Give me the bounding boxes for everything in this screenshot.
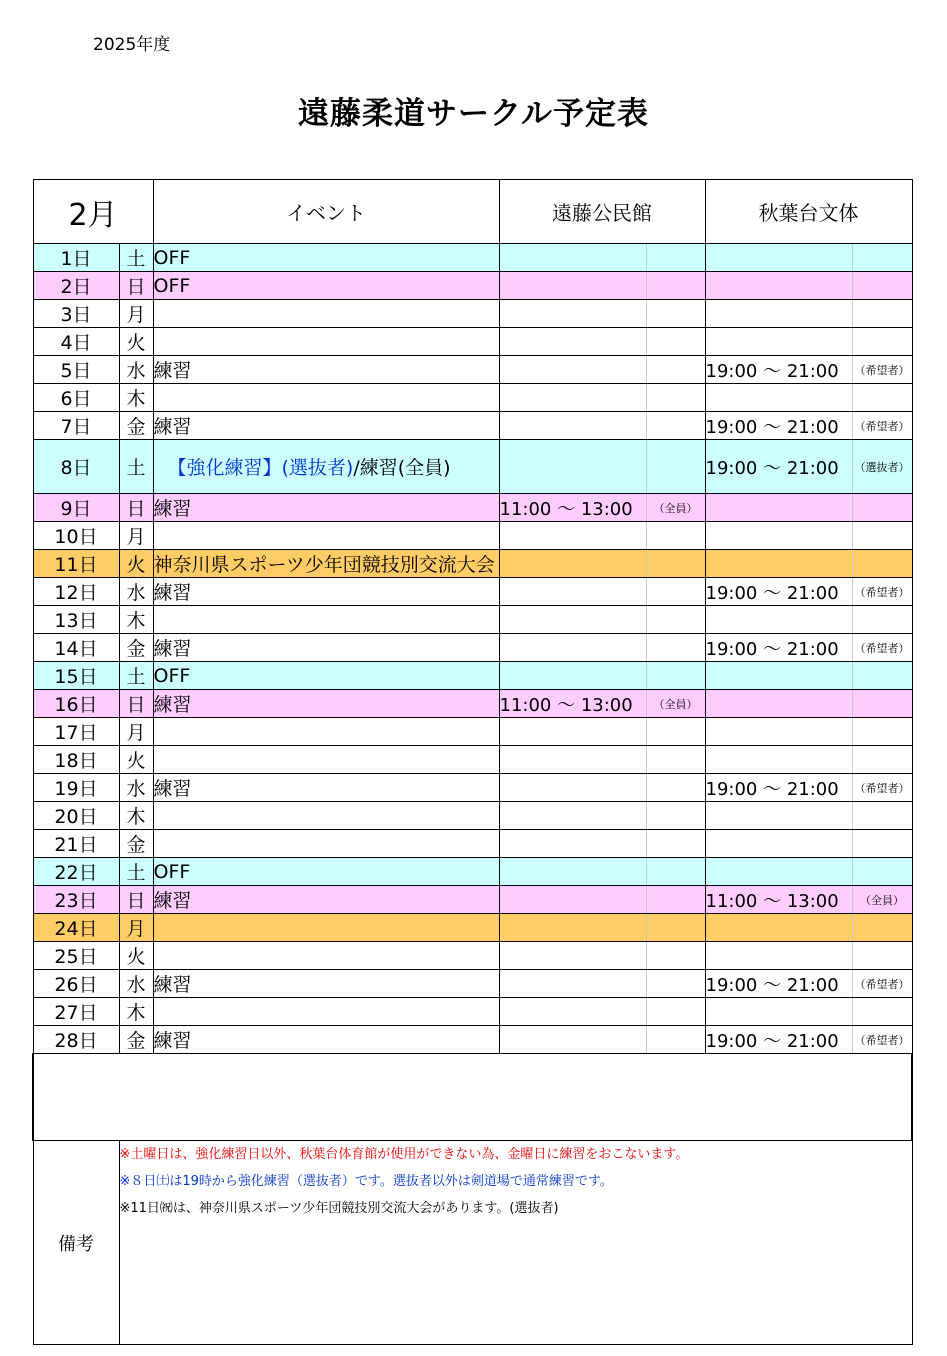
table-row — [33, 606, 912, 634]
venue2-time: 19:00 〜 21:00 — [705, 634, 852, 662]
venue1-time — [499, 998, 646, 1026]
event-cell — [153, 384, 499, 412]
day-cell: 2日 — [33, 272, 119, 300]
table-row — [33, 356, 912, 384]
venue1-note — [646, 970, 705, 998]
venue1-time — [499, 858, 646, 886]
event-cell: 練習 — [153, 634, 499, 662]
venue1-time: 11:00 〜 13:00 — [499, 494, 646, 522]
venue2-time — [705, 606, 852, 634]
day-cell: 13日 — [33, 606, 119, 634]
day-cell: 8日 — [33, 440, 119, 494]
event-cell — [153, 328, 499, 356]
venue1-time: 11:00 〜 13:00 — [499, 690, 646, 718]
event-cell: OFF — [153, 662, 499, 690]
venue1-note — [646, 802, 705, 830]
venue2-note — [852, 830, 912, 858]
weekday-cell: 土 — [119, 662, 153, 690]
table-row — [33, 830, 912, 858]
weekday-cell: 水 — [119, 578, 153, 606]
venue2-time: 19:00 〜 21:00 — [705, 1026, 852, 1054]
event-highlight: 【強化練習】(選抜者) — [167, 457, 354, 479]
table-row — [33, 774, 912, 802]
day-cell: 4日 — [33, 328, 119, 356]
day-cell: 9日 — [33, 494, 119, 522]
event-cell: 練習 — [153, 774, 499, 802]
venue1-time — [499, 384, 646, 412]
table-row — [33, 578, 912, 606]
venue2-time: 19:00 〜 21:00 — [705, 578, 852, 606]
notes-row — [33, 1141, 912, 1345]
note-line-1: ※土曜日は、強化練習日以外、秋葉台体育館が使用ができない為、金曜日に練習をおこないます。 — [119, 1147, 689, 1162]
venue2-time — [705, 690, 852, 718]
day-cell: 6日 — [33, 384, 119, 412]
page-title: 遠藤柔道サークル予定表 — [297, 96, 650, 132]
venue1-note — [646, 914, 705, 942]
venue1-time — [499, 356, 646, 384]
venue1-time — [499, 440, 646, 494]
weekday-cell: 水 — [119, 774, 153, 802]
table-row — [33, 662, 912, 690]
venue2-note: （希望者） — [852, 774, 912, 802]
day-cell: 23日 — [33, 886, 119, 914]
venue2-time — [705, 746, 852, 774]
table-header-row — [33, 180, 912, 244]
venue2-time — [705, 858, 852, 886]
day-cell: 22日 — [33, 858, 119, 886]
day-cell: 5日 — [33, 356, 119, 384]
weekday-cell: 日 — [119, 494, 153, 522]
venue2-time — [705, 802, 852, 830]
venue2-note: （希望者） — [852, 356, 912, 384]
weekday-cell: 水 — [119, 970, 153, 998]
day-cell: 25日 — [33, 942, 119, 970]
venue2-note: （希望者） — [852, 970, 912, 998]
table-row — [33, 522, 912, 550]
weekday-cell: 金 — [119, 634, 153, 662]
table-row — [33, 886, 912, 914]
table-row — [33, 1026, 912, 1054]
table-row — [33, 914, 912, 942]
day-cell: 26日 — [33, 970, 119, 998]
venue2-note — [852, 690, 912, 718]
venue2-note: （選抜者） — [852, 440, 912, 494]
venue1-note — [646, 886, 705, 914]
venue2-note: （希望者） — [852, 578, 912, 606]
weekday-cell: 土 — [119, 244, 153, 272]
weekday-cell: 日 — [119, 272, 153, 300]
event-cell: OFF — [153, 272, 499, 300]
table-row — [33, 634, 912, 662]
table-row — [33, 244, 912, 272]
venue2-time — [705, 494, 852, 522]
day-cell: 14日 — [33, 634, 119, 662]
venue2-note: （希望者） — [852, 412, 912, 440]
weekday-cell: 木 — [119, 998, 153, 1026]
venue2-note — [852, 328, 912, 356]
day-cell: 24日 — [33, 914, 119, 942]
venue2-time — [705, 942, 852, 970]
venue2-time — [705, 718, 852, 746]
venue2-note — [852, 244, 912, 272]
venue2-time — [705, 914, 852, 942]
note-line-2: ※８日㈯は19時から強化練習（選抜者）です。選抜者以外は剣道場で通常練習です。 — [119, 1174, 613, 1189]
venue2-note — [852, 914, 912, 942]
event-cell — [153, 522, 499, 550]
event-cell — [153, 300, 499, 328]
venue1-note — [646, 356, 705, 384]
venue2-time — [705, 662, 852, 690]
venue1-note — [646, 300, 705, 328]
weekday-cell: 水 — [119, 356, 153, 384]
day-cell: 7日 — [33, 412, 119, 440]
venue1-time — [499, 578, 646, 606]
weekday-cell: 火 — [119, 328, 153, 356]
event-cell — [153, 440, 499, 494]
venue2-note — [852, 494, 912, 522]
table-row — [33, 942, 912, 970]
weekday-cell: 月 — [119, 300, 153, 328]
day-cell: 3日 — [33, 300, 119, 328]
table-row — [33, 998, 912, 1026]
venue1-note — [646, 606, 705, 634]
venue2-note — [852, 550, 912, 578]
weekday-cell: 月 — [119, 914, 153, 942]
venue2-note: （全員） — [852, 886, 912, 914]
venue1-column-header: 遠藤公民館 — [499, 180, 705, 244]
table-row — [33, 858, 912, 886]
venue1-time — [499, 244, 646, 272]
day-cell: 1日 — [33, 244, 119, 272]
note-line-3: ※11日㈷は、神奈川県スポーツ少年団競技別交流大会があります。(選抜者) — [119, 1201, 559, 1216]
table-row — [33, 440, 912, 494]
venue1-time — [499, 634, 646, 662]
fiscal-year: 2025年度 — [93, 35, 171, 55]
venue1-time — [499, 886, 646, 914]
weekday-cell: 木 — [119, 802, 153, 830]
table-row — [33, 802, 912, 830]
venue1-time — [499, 412, 646, 440]
notes-body — [119, 1141, 912, 1345]
venue2-time: 19:00 〜 21:00 — [705, 970, 852, 998]
table-row — [33, 746, 912, 774]
weekday-cell: 月 — [119, 522, 153, 550]
schedule-body — [33, 244, 912, 1054]
venue2-note — [852, 718, 912, 746]
weekday-cell: 金 — [119, 1026, 153, 1054]
venue1-note — [646, 942, 705, 970]
day-cell: 12日 — [33, 578, 119, 606]
table-row — [33, 384, 912, 412]
event-cell: 神奈川県スポーツ少年団競技別交流大会 — [153, 550, 499, 578]
venue2-time: 19:00 〜 21:00 — [705, 774, 852, 802]
venue2-note — [852, 300, 912, 328]
venue1-time — [499, 802, 646, 830]
day-cell: 20日 — [33, 802, 119, 830]
event-cell: 練習 — [153, 690, 499, 718]
venue2-time: 11:00 〜 13:00 — [705, 886, 852, 914]
venue2-note — [852, 998, 912, 1026]
table-row — [33, 690, 912, 718]
table-row — [33, 328, 912, 356]
weekday-cell: 金 — [119, 412, 153, 440]
venue2-note — [852, 384, 912, 412]
day-cell: 10日 — [33, 522, 119, 550]
venue1-time — [499, 746, 646, 774]
venue1-note — [646, 998, 705, 1026]
venue2-time — [705, 300, 852, 328]
day-cell: 19日 — [33, 774, 119, 802]
venue1-note — [646, 328, 705, 356]
day-cell: 21日 — [33, 830, 119, 858]
event-cell: 練習 — [153, 970, 499, 998]
event-cell — [153, 718, 499, 746]
venue1-note — [646, 774, 705, 802]
venue1-note — [646, 634, 705, 662]
event-cell: 練習 — [153, 356, 499, 384]
event-cell — [153, 998, 499, 1026]
venue2-note: （希望者） — [852, 1026, 912, 1054]
day-cell: 18日 — [33, 746, 119, 774]
venue1-time — [499, 830, 646, 858]
venue1-time — [499, 522, 646, 550]
venue2-column-header: 秋葉台文体 — [705, 180, 912, 244]
weekday-cell: 日 — [119, 690, 153, 718]
venue1-time — [499, 942, 646, 970]
event-cell: OFF — [153, 858, 499, 886]
weekday-cell: 木 — [119, 606, 153, 634]
table-row — [33, 272, 912, 300]
event-cell: 練習 — [153, 886, 499, 914]
event-cell — [153, 942, 499, 970]
venue1-note — [646, 578, 705, 606]
venue2-note — [852, 746, 912, 774]
event-rest: /練習(全員) — [353, 457, 451, 479]
venue2-time — [705, 384, 852, 412]
venue1-time — [499, 718, 646, 746]
table-row — [33, 412, 912, 440]
venue1-time — [499, 970, 646, 998]
event-cell: 練習 — [153, 412, 499, 440]
venue1-time — [499, 300, 646, 328]
event-cell: 練習 — [153, 1026, 499, 1054]
venue1-note — [646, 830, 705, 858]
event-cell: 練習 — [153, 494, 499, 522]
venue2-time: 19:00 〜 21:00 — [705, 412, 852, 440]
venue2-note — [852, 662, 912, 690]
venue1-note — [646, 746, 705, 774]
venue1-time — [499, 606, 646, 634]
venue1-note — [646, 550, 705, 578]
table-row — [33, 718, 912, 746]
venue1-note: （全員） — [646, 494, 705, 522]
venue1-note — [646, 412, 705, 440]
venue1-time — [499, 774, 646, 802]
venue1-time — [499, 1026, 646, 1054]
notes-label: 備考 — [33, 1141, 119, 1345]
day-cell: 28日 — [33, 1026, 119, 1054]
venue1-time — [499, 662, 646, 690]
venue2-time — [705, 328, 852, 356]
event-cell — [153, 914, 499, 942]
weekday-cell: 土 — [119, 440, 153, 494]
venue1-note — [646, 858, 705, 886]
venue1-time — [499, 914, 646, 942]
venue1-note — [646, 440, 705, 494]
venue1-note — [646, 1026, 705, 1054]
weekday-cell: 火 — [119, 550, 153, 578]
venue2-note: （希望者） — [852, 634, 912, 662]
venue2-note — [852, 942, 912, 970]
day-cell: 17日 — [33, 718, 119, 746]
venue1-time — [499, 550, 646, 578]
venue1-note — [646, 244, 705, 272]
venue1-note — [646, 272, 705, 300]
day-cell: 15日 — [33, 662, 119, 690]
schedule-table — [32, 179, 913, 1345]
weekday-cell: 火 — [119, 942, 153, 970]
venue1-time — [499, 272, 646, 300]
venue2-time: 19:00 〜 21:00 — [705, 356, 852, 384]
weekday-cell: 木 — [119, 384, 153, 412]
table-row — [33, 970, 912, 998]
venue2-time — [705, 830, 852, 858]
table-row — [33, 550, 912, 578]
day-cell: 11日 — [33, 550, 119, 578]
table-row — [33, 300, 912, 328]
venue2-note — [852, 606, 912, 634]
venue1-note — [646, 662, 705, 690]
venue1-time — [499, 328, 646, 356]
weekday-cell: 日 — [119, 886, 153, 914]
blank-row — [33, 1054, 912, 1141]
venue2-note — [852, 272, 912, 300]
venue2-time — [705, 998, 852, 1026]
venue2-time: 19:00 〜 21:00 — [705, 440, 852, 494]
venue2-time — [705, 522, 852, 550]
weekday-cell: 金 — [119, 830, 153, 858]
venue2-time — [705, 244, 852, 272]
venue1-note: （全員） — [646, 690, 705, 718]
event-cell — [153, 802, 499, 830]
weekday-cell: 火 — [119, 746, 153, 774]
weekday-cell: 月 — [119, 718, 153, 746]
event-column-header: イベント — [153, 180, 499, 244]
venue2-note — [852, 522, 912, 550]
venue2-note — [852, 858, 912, 886]
event-cell — [153, 606, 499, 634]
event-cell: OFF — [153, 244, 499, 272]
day-cell: 27日 — [33, 998, 119, 1026]
venue2-time — [705, 272, 852, 300]
table-row — [33, 494, 912, 522]
weekday-cell: 土 — [119, 858, 153, 886]
event-cell: 練習 — [153, 578, 499, 606]
venue2-note — [852, 802, 912, 830]
event-cell — [153, 830, 499, 858]
venue2-time — [705, 550, 852, 578]
blank-cell — [33, 1054, 912, 1141]
venue1-note — [646, 384, 705, 412]
day-cell: 16日 — [33, 690, 119, 718]
month-label: 2月 — [33, 180, 153, 244]
event-cell — [153, 746, 499, 774]
venue1-note — [646, 718, 705, 746]
venue1-note — [646, 522, 705, 550]
